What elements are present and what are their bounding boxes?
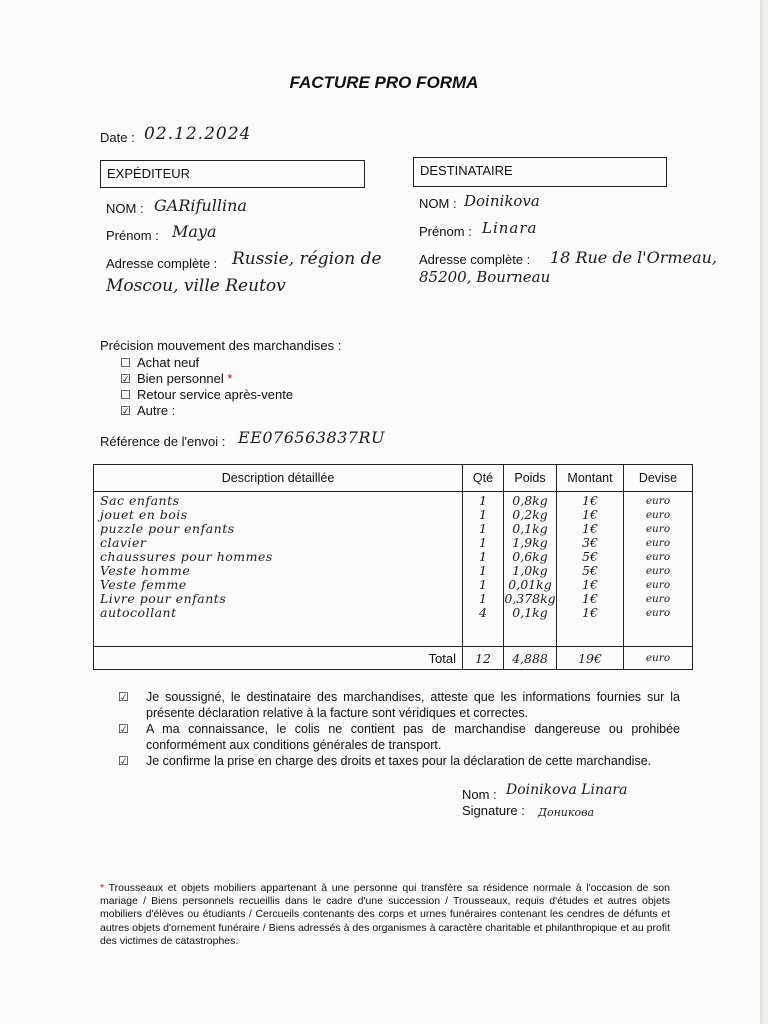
expediteur-nom: GARifullina (154, 196, 247, 215)
page-title: FACTURE PRO FORMA (289, 73, 479, 92)
table-row-desc: chaussures pour hommes (100, 550, 273, 564)
destinataire-adresse-line2: 85200, Bourneau (419, 268, 551, 286)
column-values-poids (504, 494, 556, 620)
col-description: Description détaillée (94, 465, 463, 492)
table-row-poids: 0,1kg (512, 522, 548, 536)
destinataire-adresse-label: Adresse complète : (419, 252, 531, 267)
expediteur-adresse-label: Adresse complète : (106, 256, 218, 271)
table-row-montant: 5€ (582, 564, 598, 578)
table-row-devise: euro (645, 593, 671, 605)
poids-cell (504, 492, 557, 647)
devise-cell (624, 492, 693, 647)
table-row-desc: Veste homme (100, 564, 191, 578)
total-devise: euro (624, 647, 693, 670)
column-values-devise (624, 494, 692, 620)
table-row-poids: 0,6kg (512, 550, 548, 564)
items-table (93, 464, 693, 670)
table-row-poids: 0,8kg (512, 494, 548, 508)
table-row-desc: Veste femme (100, 578, 187, 592)
destinataire-nom-label: NOM : (419, 196, 457, 211)
table-total-row (94, 647, 693, 670)
table-row-poids: 0,01kg (508, 578, 552, 592)
montant-cell (557, 492, 624, 647)
column-values-montant (557, 494, 623, 620)
table-row-qty: 1 (479, 494, 487, 508)
mouvement-options (120, 355, 293, 419)
date-value: 02.12.2024 (144, 124, 252, 144)
table-row-poids: 0,1kg (512, 606, 548, 620)
table-row-qty: 1 (479, 564, 487, 578)
mouvement-option-bien-personnel[interactable]: ☑ Bien personnel * (120, 371, 233, 386)
table-row-montant: 1€ (582, 522, 598, 536)
table-row-montant: 1€ (582, 606, 598, 620)
footnote: * Trousseaux et objets mobiliers appartenant à une personne qui transfère sa résidence normale à l'occasion de son mariage / Biens personnels recueillis dans le cadre d'une succession / Trousseaux, requis d'études et autres objets mobiliers d'élèves ou étudiants / Cercueils contenants des corps et urnes funéraires contenant les cendres de défunts et autres objets d'ornement funéraire / Biens adressés à des organismes à caractère charitable et philanthropique et au profit des victimes de catastrophes. (100, 882, 670, 947)
table-row-qty: 1 (479, 508, 487, 522)
table-row-qty: 1 (479, 578, 487, 592)
table-row-desc: Livre pour enfants (100, 592, 227, 606)
checkbox-icon[interactable]: ☐ (120, 388, 131, 402)
table-row-devise: euro (645, 537, 671, 549)
signature-value: Доникова (538, 806, 595, 819)
table-row-desc: puzzle pour enfants (100, 522, 235, 536)
col-montant: Montant (557, 465, 624, 492)
table-row-desc: autocollant (100, 606, 177, 620)
declaration-item: ☑ Je soussigné, le destinataire des marchandises, atteste que les informations fournies sur la présente déclaration relative à la facture sont véridiques et correctes. (118, 690, 680, 720)
signature-nom: Doinikova Linara (506, 782, 628, 798)
checkbox-checked-icon[interactable]: ☑ (118, 722, 129, 736)
signature-label: Signature : (462, 803, 525, 818)
reference-value: EE076563837RU (238, 428, 386, 447)
table-row-devise: euro (645, 495, 671, 507)
date-label: Date : (100, 130, 135, 145)
total-qty: 12 (463, 647, 504, 670)
table-row-qty: 4 (479, 606, 487, 620)
expediteur-adresse-line2: Moscou, ville Reutov (106, 276, 286, 296)
table-body-row (94, 492, 693, 647)
table-row-devise: euro (645, 607, 671, 619)
mouvement-option-achat-neuf[interactable]: ☐ Achat neuf (120, 355, 200, 370)
table-row-devise: euro (645, 565, 671, 577)
table-row-poids: 1,9kg (512, 536, 548, 550)
table-row-qty: 1 (479, 536, 487, 550)
destinataire-prenom-label: Prénom : (419, 224, 472, 239)
column-values-desc (94, 494, 462, 620)
total-label: Total (94, 647, 463, 670)
table-row-qty: 1 (479, 592, 487, 606)
total-montant: 19€ (557, 647, 624, 670)
checkbox-checked-icon[interactable]: ☑ (120, 372, 131, 386)
column-values-qty (463, 494, 503, 620)
table-row-montant: 1€ (582, 494, 598, 508)
checkbox-icon[interactable]: ☐ (120, 356, 131, 370)
expediteur-adresse-line1: Russie, région de (232, 249, 382, 269)
table-row-qty: 1 (479, 522, 487, 536)
table-row-poids: 1,0kg (512, 564, 548, 578)
table-header-row (94, 465, 693, 492)
table-row-qty: 1 (479, 550, 487, 564)
table-row-montant: 3€ (582, 536, 598, 550)
table-row-montant: 1€ (582, 592, 598, 606)
table-row-desc: jouet en bois (100, 508, 188, 522)
signature-nom-label: Nom : (462, 787, 497, 802)
col-poids: Poids (504, 465, 557, 492)
table-row-poids: 0,378kg (504, 592, 556, 606)
destinataire-nom: Doinikova (464, 192, 540, 210)
expediteur-prenom-label: Prénom : (106, 228, 159, 243)
table-row-montant: 1€ (582, 578, 598, 592)
expediteur-header: EXPÉDITEUR (100, 160, 365, 188)
total-poids: 4,888 (504, 647, 557, 670)
table-row-devise: euro (645, 523, 671, 535)
expediteur-nom-label: NOM : (106, 201, 144, 216)
declaration-item: ☑ A ma connaissance, le colis ne contient pas de marchandise dangereuse ou prohibée conformément aux conditions générales de transport. (118, 722, 680, 752)
table-row-montant: 1€ (582, 508, 598, 522)
mouvement-option-retour-sav[interactable]: ☐ Retour service après-vente (120, 387, 294, 402)
checkbox-checked-icon[interactable]: ☑ (118, 754, 129, 768)
table-row-montant: 5€ (582, 550, 598, 564)
desc-cell (94, 492, 463, 647)
qty-cell (463, 492, 504, 647)
destinataire-prenom: Linara (482, 219, 538, 237)
table-row-poids: 0,2kg (512, 508, 548, 522)
destinataire-adresse-line1: 18 Rue de l'Ormeau, (550, 248, 717, 267)
mouvement-label: Précision mouvement des marchandises : (100, 338, 342, 353)
expediteur-prenom: Maya (172, 222, 217, 241)
checkbox-checked-icon[interactable]: ☑ (120, 404, 131, 418)
table-row-desc: clavier (100, 536, 147, 550)
declarations (120, 689, 680, 769)
table-row-devise: euro (645, 579, 671, 591)
destinataire-header: DESTINATAIRE (413, 157, 667, 187)
declaration-item: ☑ Je confirme la prise en charge des droits et taxes pour la déclaration de cette marchandise. (118, 754, 652, 768)
reference-label: Référence de l'envoi : (100, 434, 226, 449)
table-row-desc: Sac enfants (100, 494, 180, 508)
table-row-devise: euro (645, 509, 671, 521)
table-row-devise: euro (645, 551, 671, 563)
footnote-text: Trousseaux et objets mobiliers appartenant à une personne qui transfère sa résidence normale à l'occasion de son mariage / Biens personnels recueillis dans le cadre d'une succession / Trousseaux, requis d'études et autres objets mobiliers d'élèves ou étudiants / Cercueils contenants des corps et urnes funéraires contenant les cendres de défunts et autres objets d'ornement funéraire / Biens adressés à des organismes à caractère charitable et philanthropique et au profit des victimes de catastrophes. (100, 882, 670, 947)
col-qty: Qté (463, 465, 504, 492)
col-devise: Devise (624, 465, 693, 492)
mouvement-option-autre[interactable]: ☑ Autre : (120, 403, 176, 418)
checkbox-checked-icon[interactable]: ☑ (118, 690, 129, 704)
